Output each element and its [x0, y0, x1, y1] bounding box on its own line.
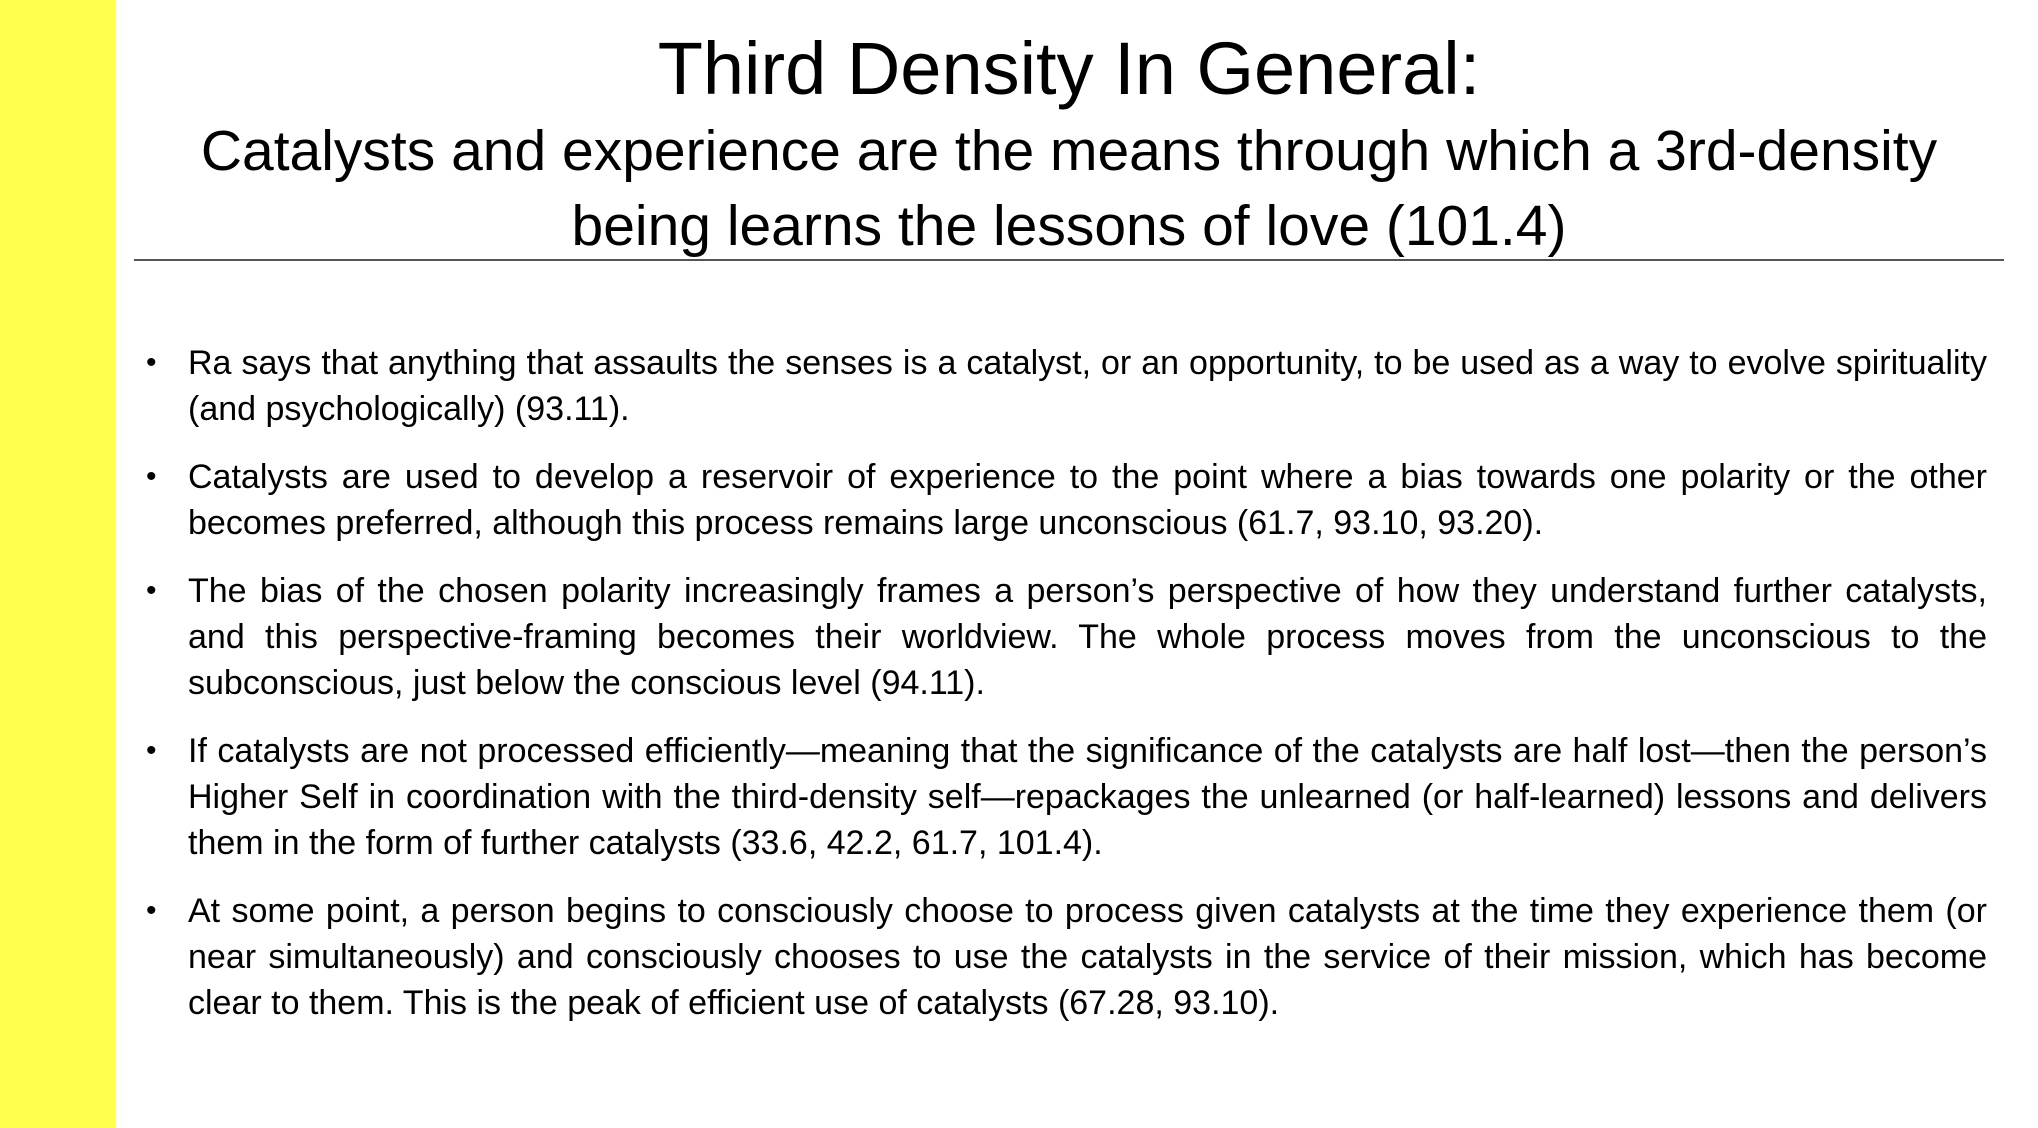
bullet-icon: •: [146, 574, 157, 607]
bullet-item: [142, 454, 1987, 546]
title-divider: [134, 259, 2004, 261]
bullet-text: If catalysts are not processed efficiently—meaning that the significance of the catalysts are half lost—then the person’s Higher Self in coordination with the third-density self—repackages the unlearned (or half-learned) lessons and delivers them in the form of further catalysts (33.6, 42.2, 61.7, 101.4).: [188, 732, 1987, 862]
bullet-text: At some point, a person begins to consciously choose to process given catalysts at the time they experience them (or near simultaneously) and consciously chooses to use the catalysts in the service of their mission, which has become clear to them. This is the peak of efficient use of catalysts (67.28, 93.10).: [188, 892, 1987, 1022]
bullet-item: [142, 568, 1987, 706]
bullet-list: [142, 340, 1987, 1048]
bullet-icon: •: [146, 346, 157, 379]
slide-title: Third Density In General:: [657, 27, 1481, 110]
bullet-icon: •: [146, 894, 157, 927]
bullet-text: Catalysts are used to develop a reservoir of experience to the point where a bias towards one polarity or the other becomes preferred, although this process remains large unconscious (61.7, 93.10, 93.20).: [188, 458, 1987, 542]
bullet-text: The bias of the chosen polarity increasingly frames a person’s perspective of how they understand further catalysts, and this perspective-framing becomes their worldview. The whole process moves from the unconscious to the subconscious, just below the conscious level (94.11).: [188, 572, 1987, 702]
bullet-text: Ra says that anything that assaults the senses is a catalyst, or an opportunity, to be used as a way to evolve spirituality (and psychologically) (93.11).: [188, 344, 1987, 428]
bullet-icon: •: [146, 734, 157, 767]
accent-bar: [0, 0, 116, 1128]
bullet-icon: •: [146, 460, 157, 493]
bullet-item: [142, 728, 1987, 866]
slide-subtitle: Catalysts and experience are the means through which a 3rd-density being learns the lessons of love (101.4): [200, 119, 1938, 258]
bullet-item: [142, 340, 1987, 432]
bullet-item: [142, 888, 1987, 1026]
